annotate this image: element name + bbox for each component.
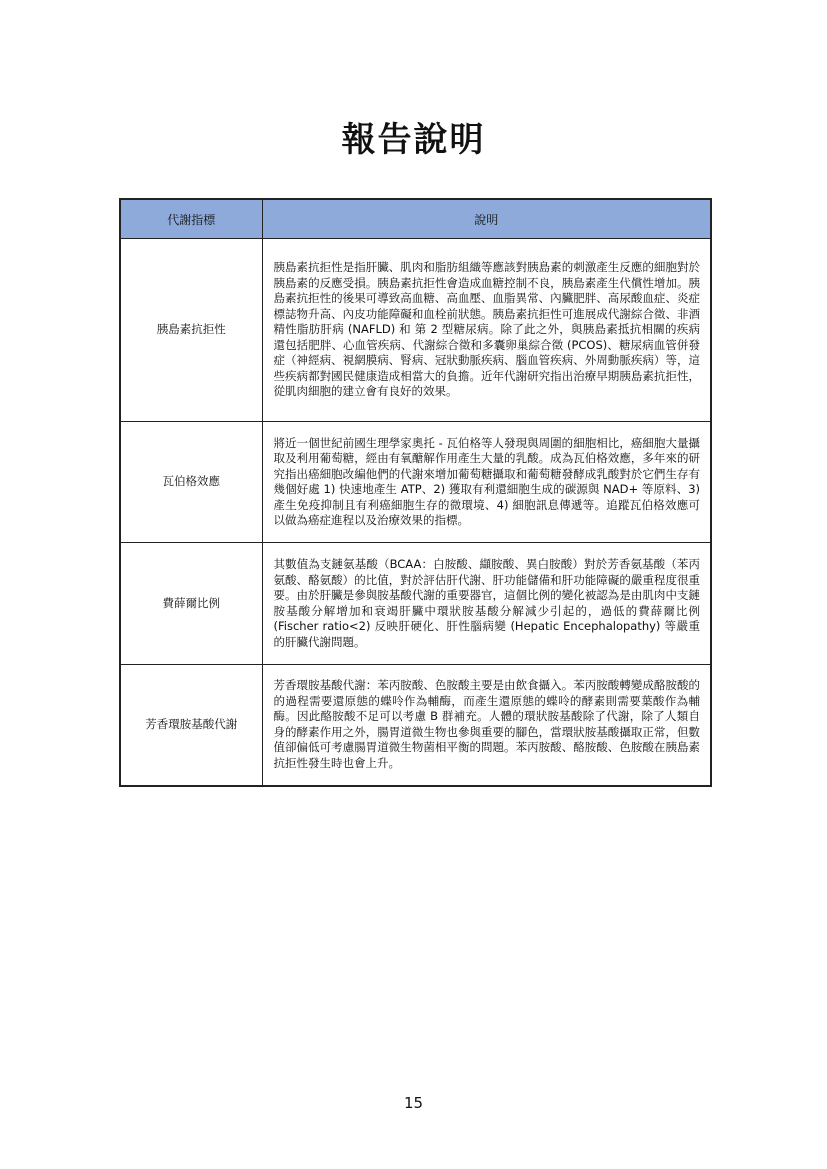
header-metric: 代謝指標 [120,199,262,239]
table-header-row [120,199,711,239]
metric-description: 芳香環胺基酸代謝：苯丙胺酸、色胺酸主要是由飲食攝入。苯丙胺酸轉變成酪胺酸的的過程需要還原態的蝶呤作為輔酶，而產生還原態的蝶呤的酵素則需要葉酸作為輔酶。因此酪胺酸不足可以考慮 B 群補充。人體的環狀胺基酸除了代謝，除了人類自身的酵素作用之外，腸胃道微生物也參與重要的腳色，當環狀胺基酸攝取正常，但數值卻偏低可考慮腸胃道微生物菌相平衡的問題。苯丙胺酸、酪胺酸、色胺酸在胰島素抗拒性發生時也會上升。 [262,665,711,786]
report-table [119,198,712,787]
metric-description: 將近一個世紀前國生理學家奧托 - 瓦伯格等人發現與周圍的細胞相比，癌細胞大量攝取及利用葡萄糖，經由有氧醣解作用產生大量的乳酸。成為瓦伯格效應，多年來的研究指出癌細胞改編他們的代謝來增加葡萄糖攝取和葡萄糖發酵成乳酸對於它們生存有幾個好處 1) 快速地產生 ATP、2) 獲取有利還細胞生成的碳源與 NAD+ 等原料、3) 產生免疫抑制且有利癌細胞生存的微環境、4) 細胞訊息傳遞等。追蹤瓦伯格效應可以做為癌症進程以及治療效果的指標。 [262,422,711,543]
table-row [120,239,711,422]
page-title: 報告說明 [341,120,486,160]
header-description: 說明 [262,199,711,239]
table-row [120,422,711,543]
metric-name: 胰島素抗拒性 [120,239,262,422]
metric-name: 芳香環胺基酸代謝 [120,665,262,786]
table-row [120,665,711,786]
page-number: 15 [403,1094,424,1112]
metric-name: 費薛爾比例 [120,543,262,665]
metric-name: 瓦伯格效應 [120,422,262,543]
table-row [120,543,711,665]
metric-description: 其數值為支鏈氨基酸（BCAA：白胺酸、纈胺酸、異白胺酸）對於芳香氨基酸（苯丙氨酸、酪氨酸）的比值，對於評估肝代謝、肝功能儲備和肝功能障礙的嚴重程度很重要。由於肝臟是參與胺基酸代謝的重要器官，這個比例的變化被認為是由肌肉中支鏈胺基酸分解增加和衰竭肝臟中環狀胺基酸分解減少引起的，過低的費薛爾比例 (Fischer ratio<2) 反映肝硬化、肝性腦病變 (Hepatic Encephalopathy) 等嚴重的肝臟代謝問題。 [262,543,711,665]
metric-description: 胰島素抗拒性是指肝臟、肌肉和脂肪組織等應該對胰島素的刺激產生反應的細胞對於胰島素的反應受損。胰島素抗拒性會造成血糖控制不良，胰島素產生代償性增加。胰島素抗拒性的後果可導致高血糖、高血壓、血脂異常、內臟肥胖、高尿酸血症、炎症標誌物升高、內皮功能障礙和血栓前狀態。胰島素抗拒性可進展成代謝綜合徵、非酒精性脂肪肝病 (NAFLD) 和 第 2 型糖尿病。除了此之外，與胰島素抵抗相關的疾病還包括肥胖、心血管疾病、代謝綜合徵和多囊卵巢綜合徵 (PCOS)、糖尿病血管併發症（神經病、視網膜病、腎病、冠狀動脈疾病、腦血管疾病、外周動脈疾病）等，這些疾病都對國民健康造成相當大的負擔。近年代謝研究指出治療早期胰島素抗拒性，從肌肉細胞的建立會有良好的效果。 [262,239,711,422]
